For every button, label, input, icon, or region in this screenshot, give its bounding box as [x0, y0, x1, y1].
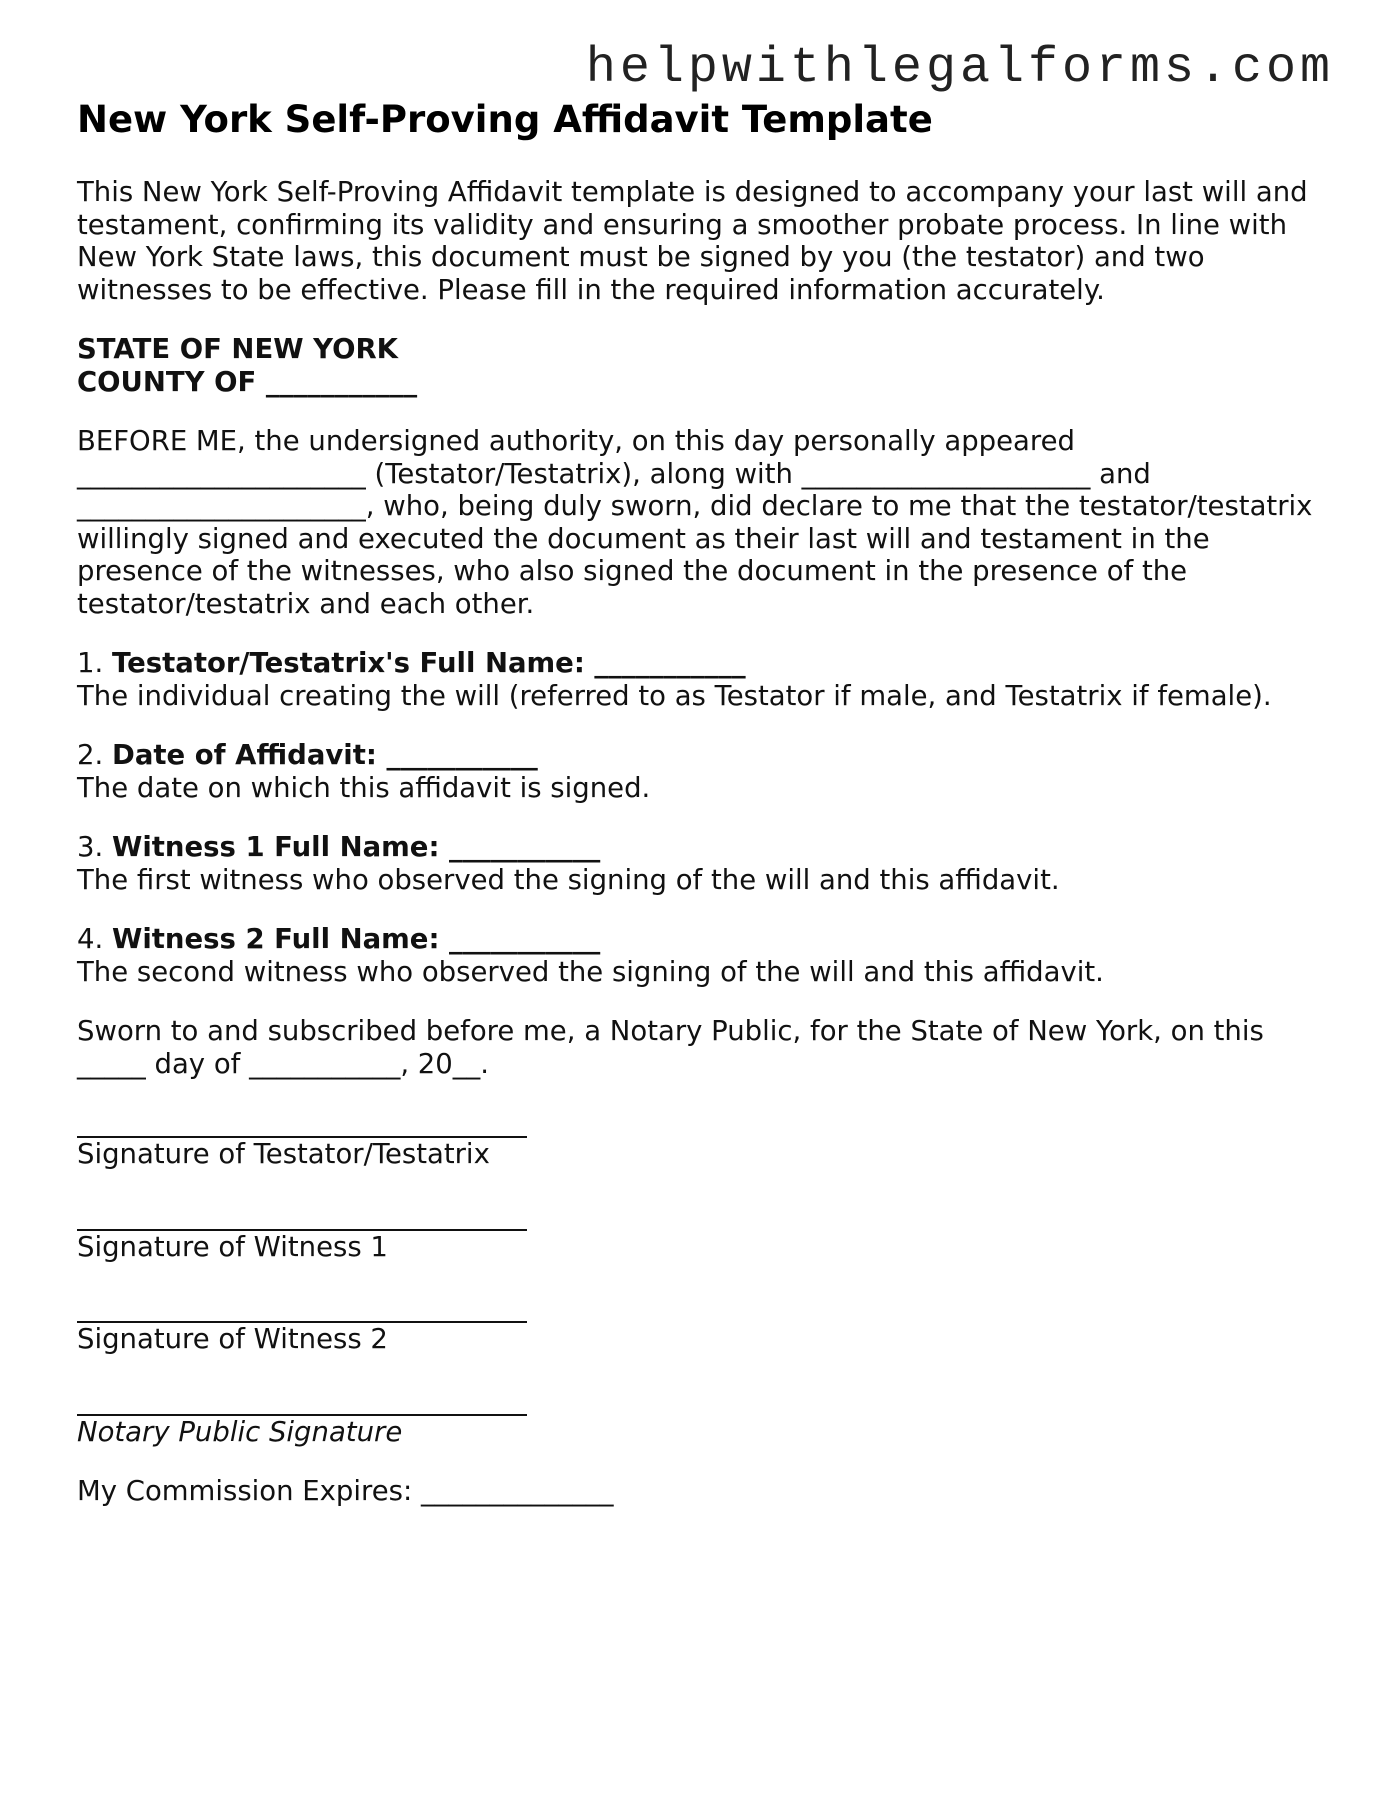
item-label: Date of Affidavit: ___________	[112, 739, 538, 771]
item-description: The date on which this affidavit is signed.	[77, 771, 651, 804]
watermark: helpwithlegalforms.com	[585, 40, 1334, 97]
signature-label: Notary Public Signature	[77, 1415, 403, 1448]
signature-testator	[77, 1106, 1327, 1171]
signature-line	[77, 1384, 527, 1416]
signature-label: Signature of Witness 2	[77, 1323, 388, 1355]
item-number: 1.	[77, 647, 104, 679]
county-line: COUNTY OF ___________	[77, 365, 418, 398]
signature-label: Signature of Testator/Testatrix	[77, 1138, 490, 1170]
item-description: The first witness who observed the signing of the will and this affidavit.	[77, 863, 1060, 896]
commission-expires: My Commission Expires: ______________	[77, 1475, 614, 1507]
appearance-line-2: _____________________ (Testator/Testatrix), along with _____________________ and	[77, 457, 1151, 490]
venue-block	[77, 333, 1327, 398]
appearance-line-1: BEFORE ME, the undersigned authority, on this day personally appeared	[77, 425, 1075, 457]
signature-line	[77, 1291, 527, 1323]
signature-line	[77, 1199, 527, 1231]
field-item-witness-1	[77, 831, 1327, 896]
appearance-paragraph	[77, 425, 1327, 620]
signature-witness-1	[77, 1199, 1327, 1264]
signature-line	[77, 1106, 527, 1138]
item-description: The individual creating the will (referred to as Testator if male, and Testatrix if female).	[77, 679, 1272, 712]
field-item-testator	[77, 647, 1327, 712]
field-item-date	[77, 739, 1327, 804]
item-number: 2.	[77, 739, 104, 771]
notary-statement	[77, 1015, 1327, 1080]
item-number: 3.	[77, 831, 104, 863]
signature-label: Signature of Witness 1	[77, 1230, 388, 1263]
signature-notary	[77, 1384, 1327, 1449]
notary-statement-line-1: Sworn to and subscribed before me, a Notary Public, for the State of New York, on this	[77, 1015, 1264, 1047]
field-item-witness-2	[77, 923, 1327, 988]
item-description: The second witness who observed the signing of the will and this affidavit.	[77, 955, 1104, 988]
appearance-line-3: _____________________, who, being duly sworn, did declare to me that the testator/testatrix willingly signed and executed the document as their last will and testament in the presence of the witnesses, who also signed the document in the presence of the testator/testatrix and each other.	[77, 490, 1313, 620]
notary-statement-line-2: _____ day of ___________, 20__.	[77, 1047, 490, 1080]
document-title: New York Self-Proving Affidavit Template	[77, 98, 933, 141]
item-number: 4.	[77, 923, 104, 955]
state-line: STATE OF NEW YORK	[77, 333, 398, 365]
item-label: Testator/Testatrix's Full Name: ___________	[112, 647, 746, 679]
item-label: Witness 2 Full Name: ___________	[112, 923, 601, 955]
signature-witness-2	[77, 1291, 1327, 1356]
document-page	[77, 96, 1327, 1508]
intro-paragraph: This New York Self-Proving Affidavit template is designed to accompany your last will and testament, confirming its validity and ensuring a smoother probate process. In line with New York State laws, this document must be signed by you (the testator) and two witnesses to be effective. Please fill in the required information accurately.	[77, 176, 1308, 306]
item-label: Witness 1 Full Name: ___________	[112, 831, 601, 863]
